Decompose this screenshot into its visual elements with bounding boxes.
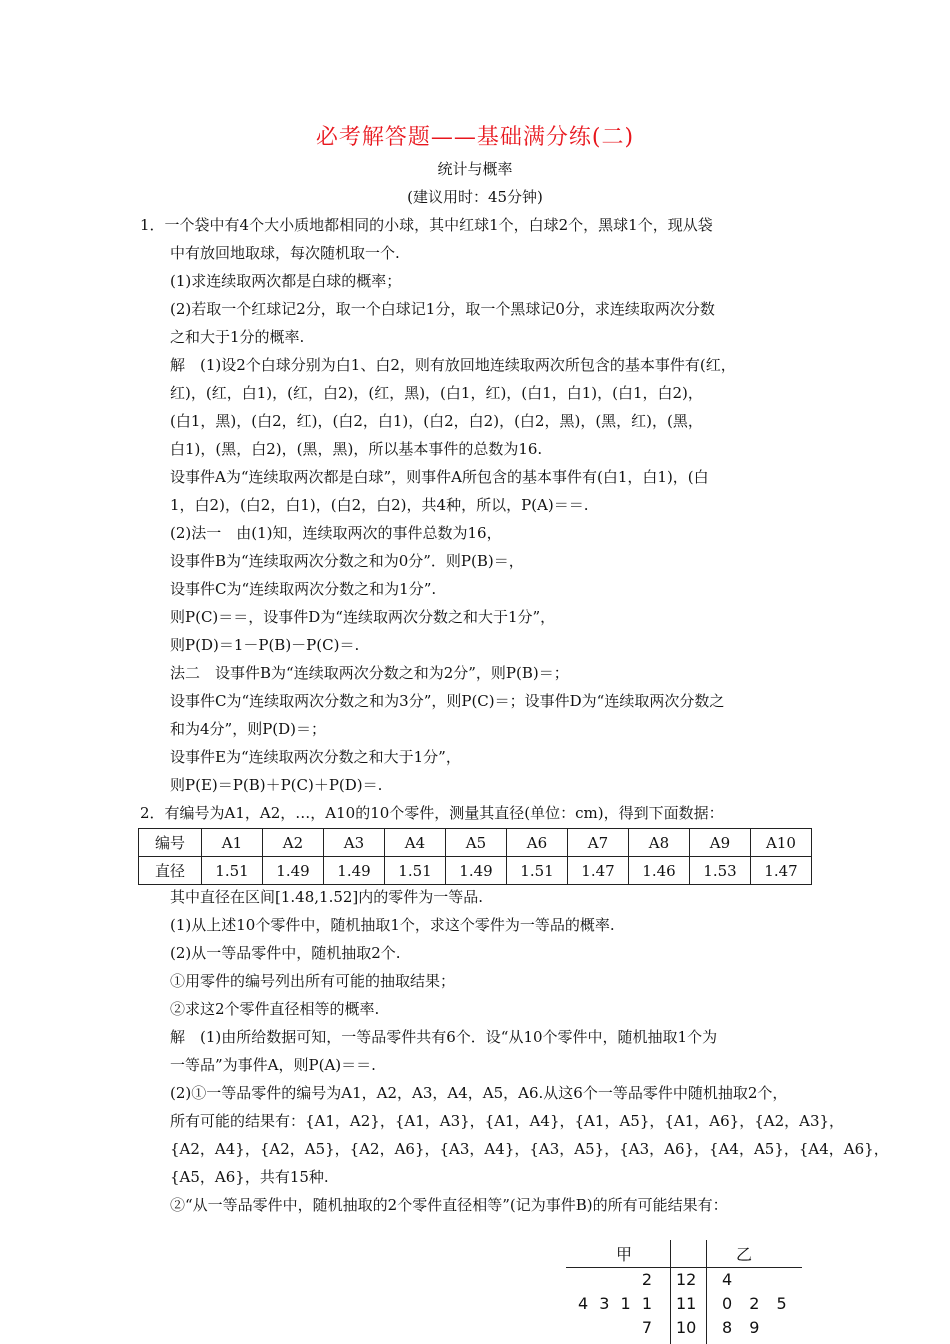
stem-leaf-divider (566, 1267, 802, 1268)
table-cell-value: 1.53 (690, 857, 751, 885)
text-line: (1)求连续取两次都是白球的概率； (170, 272, 402, 290)
table-cell-value: 1.51 (202, 857, 263, 885)
right-leaves: 0 2 5 (722, 1294, 787, 1313)
table-cell-id: A7 (568, 829, 629, 857)
text-line: 所有可能的结果有：{A1，A2}，{A1，A3}，{A1，A4}，{A1，A5}，{A1，A6}，{A2，A3}， (170, 1112, 845, 1130)
table-cell-value: 1.51 (507, 857, 568, 885)
text-line: ②求这2个零件直径相等的概率. (170, 1000, 380, 1018)
text-line: (1)从上述10个零件中，随机抽取1个，求这个零件为一等品的概率. (170, 916, 615, 934)
table-row (139, 829, 812, 857)
left-leaves: 2 (641, 1270, 652, 1289)
table-cell-value: 1.47 (751, 857, 812, 885)
text-line: 一等品”为事件A，则P(A)＝＝. (170, 1056, 376, 1074)
problem-1-line: 1．一个袋中有4个大小质地都相同的小球，其中红球1个，白球2个，黑球1个，现从袋 (140, 216, 713, 234)
text-line: 法二 设事件B为“连续取两次分数之和为2分”，则P(B)＝； (170, 664, 569, 682)
text-line: 解 (1)设2个白球分别为白1、白2，则有放回地连续取两次所包含的基本事件有(红， (170, 356, 736, 374)
table-cell-id: A1 (202, 829, 263, 857)
stem-leaf-divider (706, 1240, 707, 1344)
text-line: 解 (1)由所给数据可知，一等品零件共有6个．设“从10个零件中，随机抽取1个为 (170, 1028, 718, 1046)
text-line: 设事件E为“连续取两次分数之和大于1分”， (170, 748, 461, 766)
text-line: 设事件C为“连续取两次分数之和为1分”. (170, 580, 437, 598)
table-cell-value: 1.51 (385, 857, 446, 885)
right-header: 乙 (736, 1245, 753, 1264)
table-cell-id: A3 (324, 829, 385, 857)
stem-value: 12 (676, 1270, 697, 1289)
table-cell-value: 1.49 (446, 857, 507, 885)
text-line: 则P(D)＝1－P(B)－P(C)＝. (170, 636, 360, 654)
text-line: 设事件A为“连续取两次都是白球”，则事件A所包含的基本事件有(白1，白1)，(白 (170, 468, 709, 486)
text-line: 白1)，(黑，白2)，(黑，黑)，所以基本事件的总数为16. (170, 440, 543, 458)
right-leaves: 4 (722, 1270, 733, 1289)
text-line: 则P(C)＝＝，设事件D为“连续取两次分数之和大于1分”， (170, 608, 556, 626)
table-cell-id: A6 (507, 829, 568, 857)
text-line: 红)，(红，白1)，(红，白2)，(红，黑)，(白1，红)，(白1，白1)，(白1，白2)， (170, 384, 703, 402)
table-header-label: 编号 (139, 829, 202, 857)
table-row-label: 直径 (139, 857, 202, 885)
text-line: (白1，黑)，(白2，红)，(白2，白1)，(白2，白2)，(白2，黑)，(黑，红)，(黑， (170, 412, 703, 430)
text-line: 和为4分”，则P(D)＝； (170, 720, 327, 738)
text-line: (2)若取一个红球记2分，取一个白球记1分，取一个黑球记0分，求连续取两次分数 (170, 300, 715, 318)
table-cell-value: 1.47 (568, 857, 629, 885)
table-cell-value: 1.46 (629, 857, 690, 885)
text-line: 则P(E)＝P(B)＋P(C)＋P(D)＝. (170, 776, 383, 794)
table-cell-id: A2 (263, 829, 324, 857)
text-line: ②“从一等品零件中，随机抽取的2个零件直径相等”(记为事件B)的所有可能结果有： (170, 1196, 728, 1214)
table-cell-value: 1.49 (324, 857, 385, 885)
text-line: 1，白2)，(白2，白1)，(白2，白2)，共4种，所以，P(A)＝＝. (170, 496, 589, 514)
text-line: (2)①一等品零件的编号为A1，A2，A3，A4，A5，A6.从这6个一等品零件中随机抽取2个， (170, 1084, 788, 1102)
text-line: 设事件C为“连续取两次分数之和为3分”，则P(C)＝；设事件D为“连续取两次分数之 (170, 692, 725, 710)
stem-leaf-plot (566, 1240, 802, 1344)
text-line: ①用零件的编号列出所有可能的抽取结果； (170, 972, 456, 990)
text-line: (2)从一等品零件中，随机抽取2个. (170, 944, 401, 962)
text-line: 之和大于1分的概率. (170, 328, 305, 346)
table-cell-id: A5 (446, 829, 507, 857)
table-row (139, 857, 812, 885)
time-note: (建议用时：45分钟) (407, 188, 543, 206)
stem-value: 11 (676, 1294, 697, 1313)
doc-subtitle: 统计与概率 (437, 160, 513, 178)
text-line: (2)法一 由(1)知，连续取两次的事件总数为16， (170, 524, 502, 542)
table-cell-id: A9 (690, 829, 751, 857)
text-line: 中有放回地取球，每次随机取一个. (170, 244, 400, 262)
stem-leaf-divider (670, 1240, 671, 1344)
stem-value: 10 (676, 1318, 697, 1337)
doc-title: 必考解答题——基础满分练(二) (315, 125, 635, 150)
table-cell-value: 1.49 (263, 857, 324, 885)
left-leaves: 7 (641, 1318, 652, 1337)
problem-2-line: 2．有编号为A1，A2，…，A10的10个零件，测量其直径(单位：cm)，得到下面数据： (140, 804, 724, 822)
text-line: 其中直径在区间[1.48,1.52]内的零件为一等品. (170, 888, 484, 906)
table-cell-id: A10 (751, 829, 812, 857)
text-line: {A2，A4}，{A2，A5}，{A2，A6}，{A3，A4}，{A3，A5}，{A3，A6}，{A4，A5}，{A4，A6}， (170, 1140, 889, 1158)
text-line: {A5，A6}，共有15种. (170, 1168, 329, 1186)
left-leaves: 4 3 1 1 (578, 1294, 652, 1313)
right-leaves: 8 9 (722, 1318, 760, 1337)
table-cell-id: A4 (385, 829, 446, 857)
text-line: 设事件B为“连续取两次分数之和为0分”．则P(B)＝， (170, 552, 524, 570)
table-cell-id: A8 (629, 829, 690, 857)
diameter-table (138, 828, 812, 885)
left-header: 甲 (616, 1245, 633, 1264)
